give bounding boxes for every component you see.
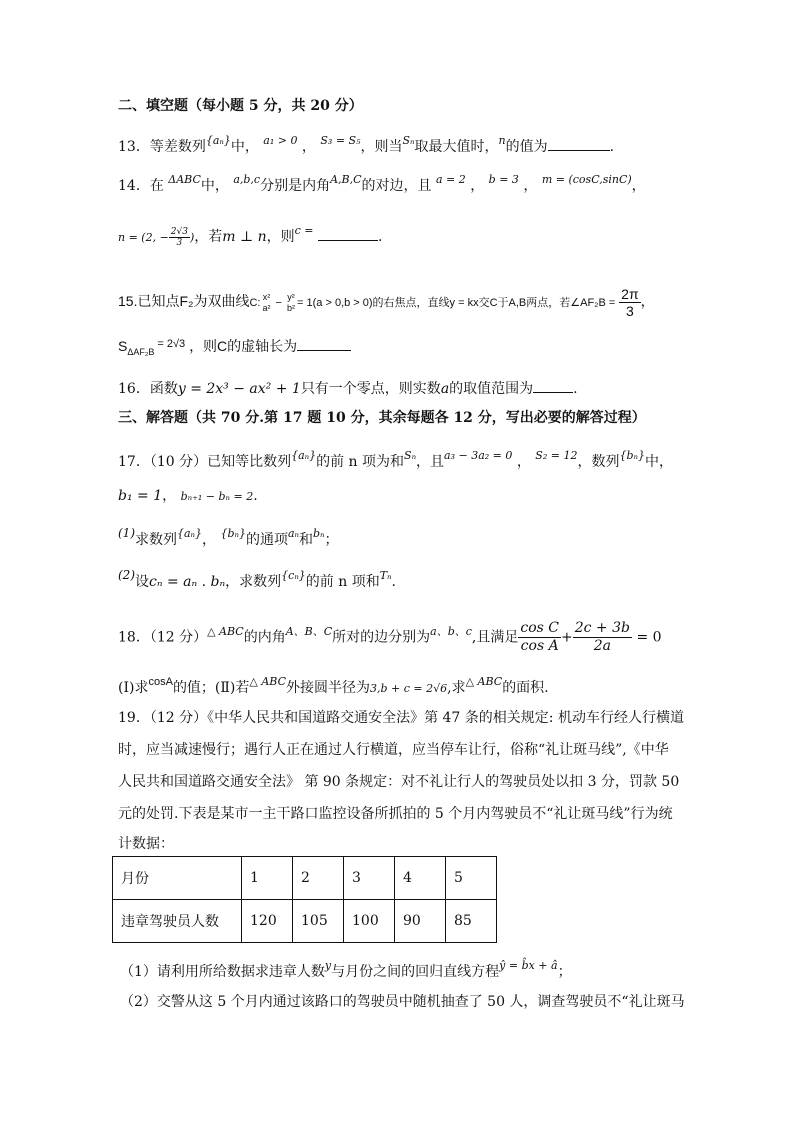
table-cell: 1 bbox=[242, 857, 293, 900]
table-cell: 100 bbox=[344, 900, 395, 943]
violation-data-table bbox=[112, 856, 497, 943]
table-cell: 4 bbox=[395, 857, 446, 900]
fraction: $\frac{2\pi}{3}$ bbox=[621, 286, 639, 319]
table-row bbox=[113, 900, 497, 943]
section-heading-fill-in: 二、填空题（每小题 5 分，共 20 分） bbox=[118, 98, 363, 114]
table-cell: 105 bbox=[293, 900, 344, 943]
answer-blank-14 bbox=[318, 226, 378, 241]
question-17: 17．（10 分）已知等比数列$^{\{a_n\}}$的前 n 项为和$^{S_n}$，且$^{a_3 - 3a_2 = 0}$ ， $^{S_2 = 12}$，数列$^{\{b_n\}}$中， bbox=[118, 449, 673, 470]
table-cell: 违章驾驶员人数 bbox=[113, 900, 242, 943]
question-17-conditions: b₁ = 1， bₙ₊₁ − bₙ = 2. bbox=[118, 488, 258, 504]
question-19-sub-2: （2）交警从这 5 个月内通过该路口的驾驶员中随机抽查了 50 人，调查驾驶员不“礼让斑马 bbox=[120, 994, 685, 1010]
fraction: $\frac{2√3}{3}$ bbox=[170, 226, 188, 248]
fraction: y² b² bbox=[287, 291, 296, 313]
table-cell: 2 bbox=[293, 857, 344, 900]
table-row bbox=[113, 857, 497, 900]
answer-blank-13 bbox=[548, 136, 610, 151]
question-19-line-3: 人民共和国道路交通安全法》 第 90 条规定：对不礼让行人的驾驶员处以扣 3 分，罚款 50 bbox=[118, 774, 680, 790]
table-cell: 90 bbox=[395, 900, 446, 943]
question-19-line-2: 时，应当减速慢行；遇行人正在通过人行横道，应当停车让行，俗称“礼让斑马线”,《中华 bbox=[118, 742, 669, 758]
fraction: x² a² bbox=[262, 291, 271, 313]
question-18: 18．（12 分）$^{\triangle ABC}$的内角$^{A、B、C}$所对的边分别为$^{a、b、c}$,且满足 $\frac{\text{cos C}}{\text{cos A}}$ + $\frac{2c + 3b}{2a}$ = 0 bbox=[118, 620, 662, 654]
question-17-part-1: (1)求数列$^{\{a_n\}}$， $^{\{b_n\}}$的通项$^{a_n}$和$^{b_n}$； bbox=[118, 526, 339, 548]
question-19-line-1: 19．（12 分）《中华人民共和国道路交通安全法》第 47 条的相关规定: 机动车行经人行横道 bbox=[118, 710, 684, 726]
table-cell: 5 bbox=[446, 857, 497, 900]
question-15: 15.已知点F₂为双曲线C: x² a² − y² b² = 1(a > 0,b > 0)的右焦点，直线y = kx交C于A,B两点，若∠AF₂B = $\frac{2\pi}{3}$ ， bbox=[118, 286, 655, 319]
question-19-sub-1: （1）请利用所给数据求违章人数$^y$与月份之间的回归直线方程$^{ŷ = b̂x + â}$； bbox=[120, 959, 572, 980]
fraction: $\frac{\text{cos C}}{\text{cos A}}$ bbox=[520, 620, 559, 654]
fraction: $\frac{2c + 3b}{2a}$ bbox=[574, 620, 630, 654]
section-heading-solutions: 三、解答题（共 70 分.第 17 题 10 分，其余每题各 12 分，写出必要的解答过程） bbox=[118, 410, 646, 426]
answer-blank-15 bbox=[297, 336, 351, 351]
question-14-continued: n = (2, − $\frac{2√3}{3}$ )，若m ⊥ n，则$^{c =}$ . bbox=[118, 224, 383, 248]
question-19-line-4: 元的处罚.下表是某市一主干路口监控设备所抓拍的 5 个月内驾驶员不“礼让斑马线”行为统 bbox=[118, 806, 673, 822]
table-cell: 月份 bbox=[113, 857, 242, 900]
question-15-continued: $S_{\Delta AF_2B}$ $^{= 2√3}$ ，则C的虚轴长为 bbox=[118, 336, 351, 358]
question-14: 14．在 $^{\Delta ABC}$中， $^{a,b,c}$分别是内角$^{A,B,C}$的对边，且 $^{a = 2}$ ， $^{b = 3}$ ， $^{m = (cosC,sinC)}$， bbox=[118, 173, 646, 194]
question-13: 13．等差数列$^{\{a_n\}}$中， $^{a_1 > 0}$ ， $^{S_3 = S_5}$，则当$^{S_n}$取最大值时，$^n$的值为 . bbox=[118, 134, 615, 155]
table-cell: 3 bbox=[344, 857, 395, 900]
question-18-parts: (Ⅰ)求$^{cosA}$的值；(Ⅱ)若$^{\triangle ABC}$外接圆半径为3,b + c = 2√6,求$^{\triangle ABC}$的面积. bbox=[118, 675, 549, 696]
table-cell: 85 bbox=[446, 900, 497, 943]
answer-blank-16 bbox=[533, 378, 573, 393]
table-cell: 120 bbox=[242, 900, 293, 943]
question-19-line-5: 计数据： bbox=[118, 836, 174, 852]
question-16: 16．函数y = 2x³ − ax² + 1只有一个零点，则实数a的取值范围为 . bbox=[118, 378, 578, 399]
question-17-part-2: (2)设cₙ = aₙ . bₙ，求数列$^{\{c_n\}}$的前 n 项和$^{T_n}$. bbox=[118, 568, 396, 590]
